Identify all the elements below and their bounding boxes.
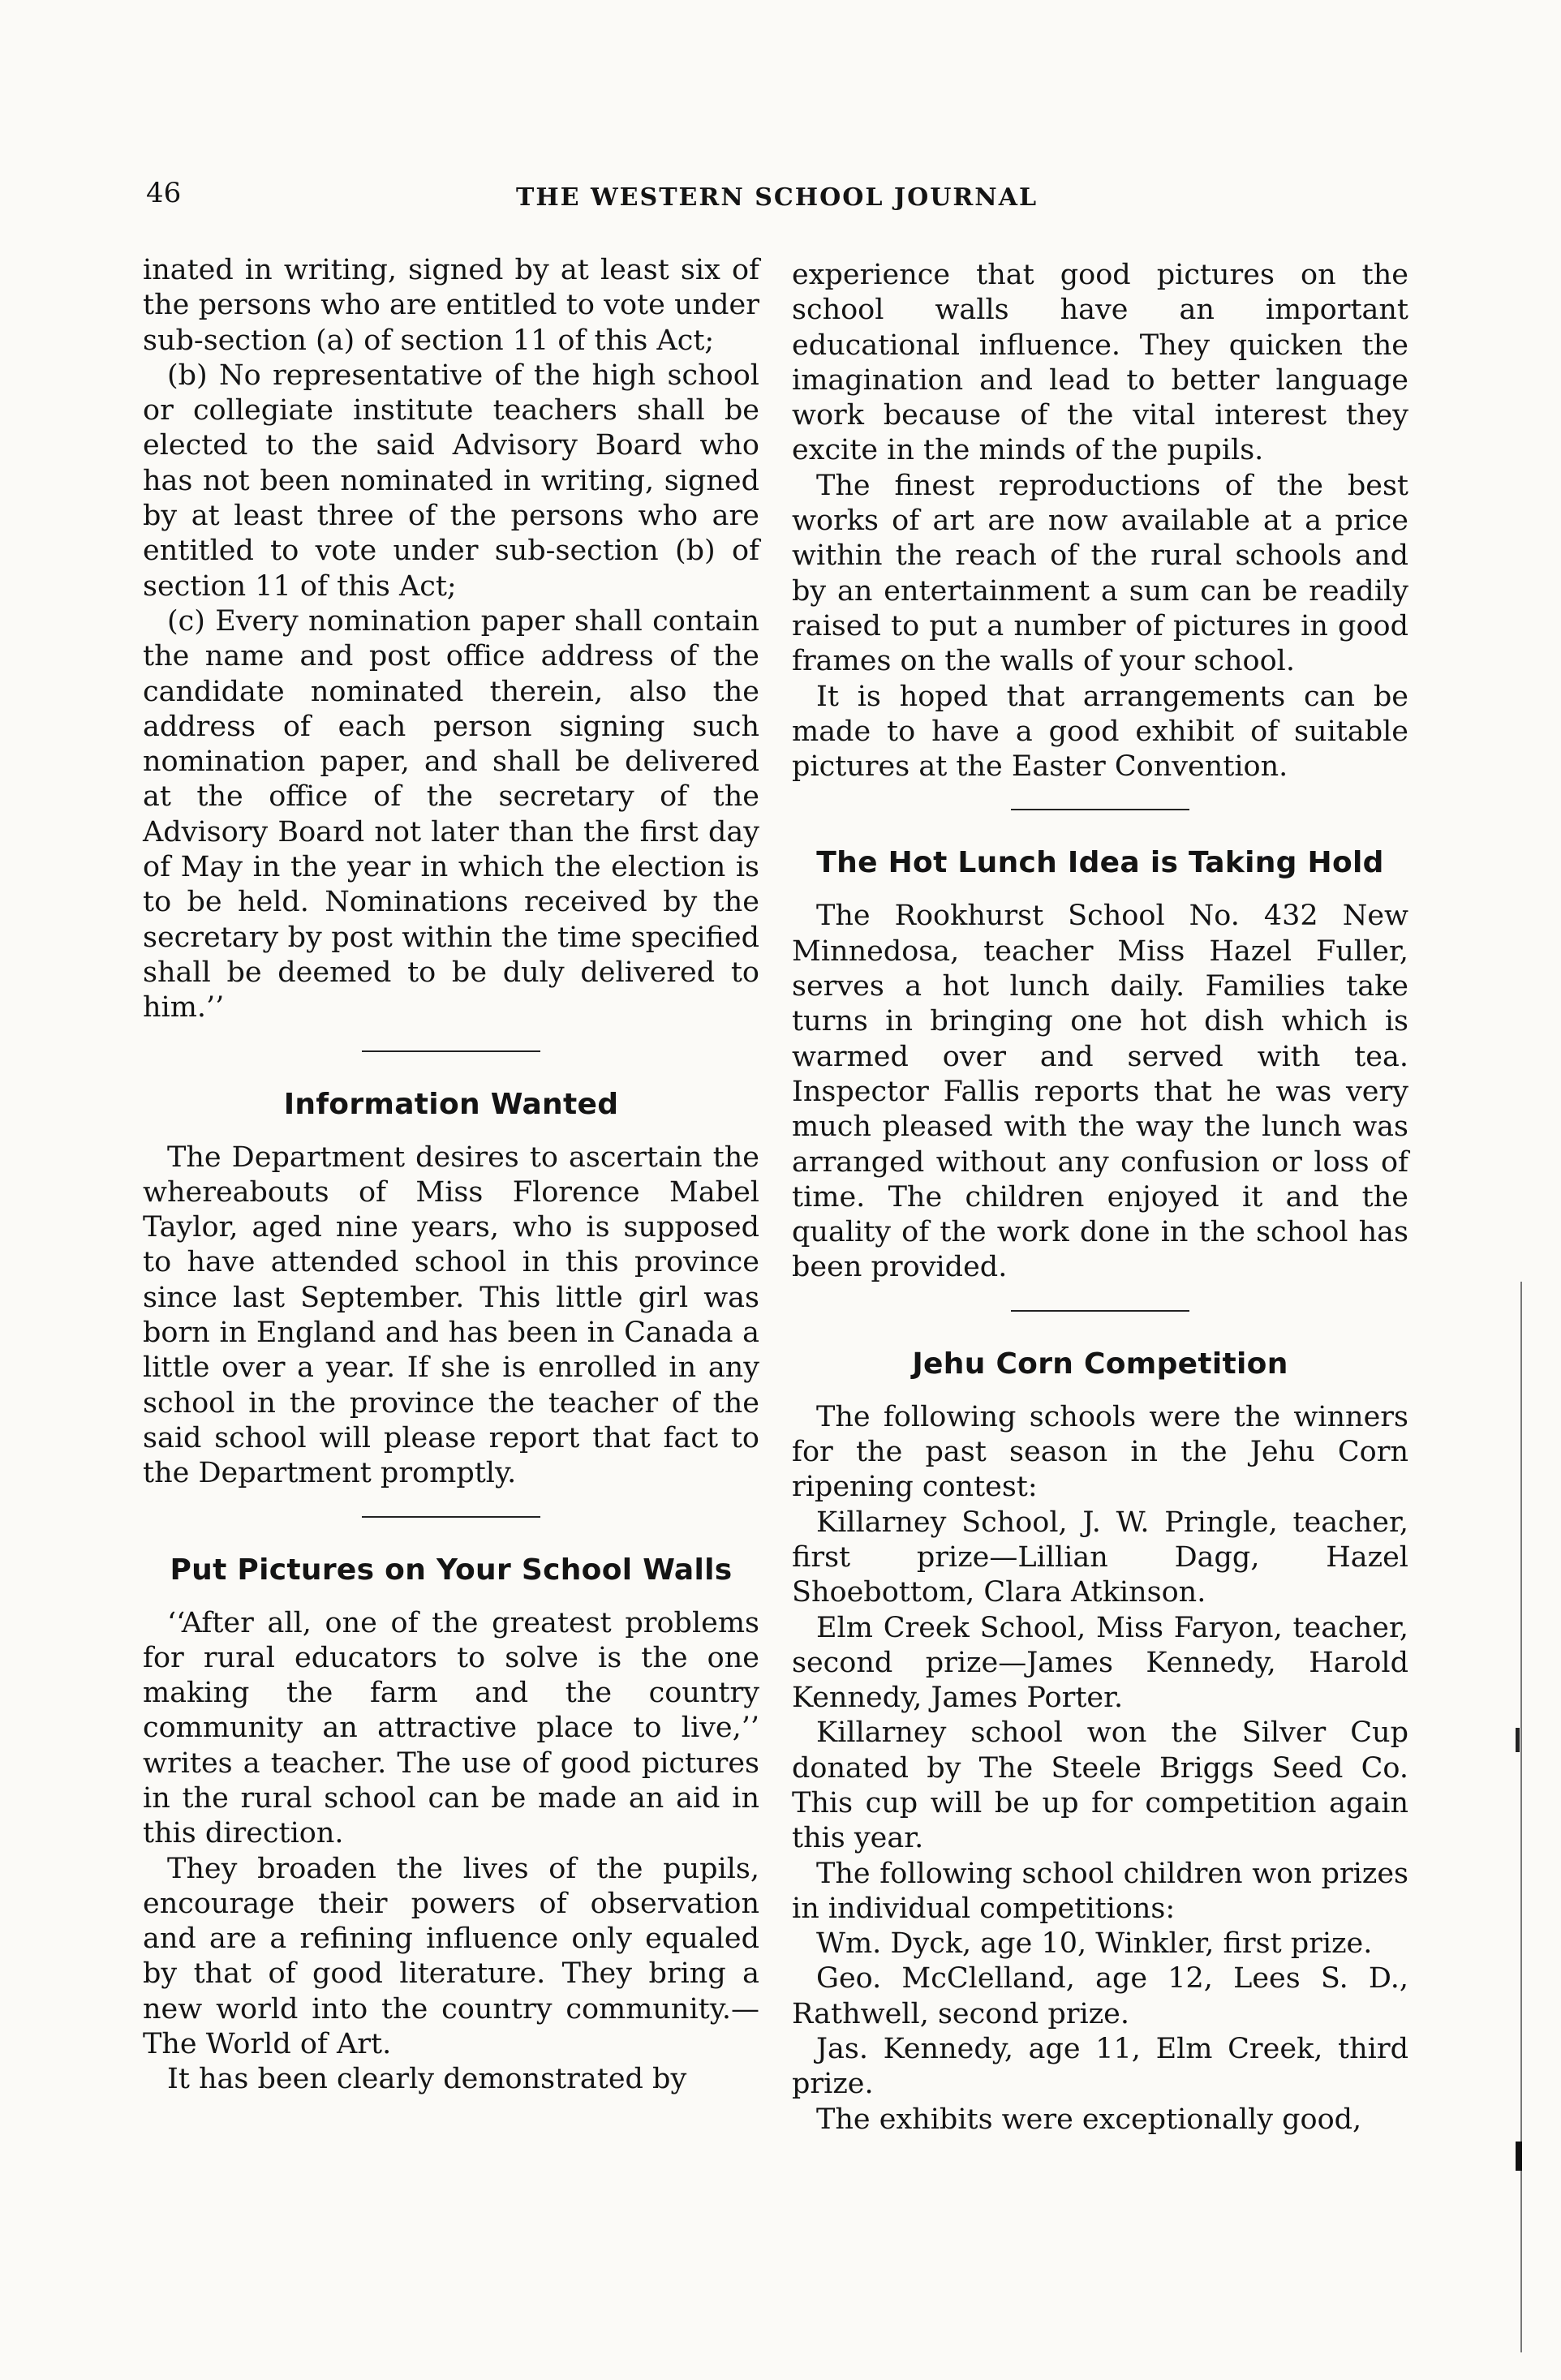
- section-divider: [1011, 809, 1189, 810]
- paragraph: (b) No representative of the high school or collegiate institute teachers shall be elected to the said Advisory Board who has not been nominated in writing, signed by at least three of the persons who are entitled to vote under sub-section (b) of section 11 of this Act;: [143, 359, 759, 603]
- paragraph: Geo. McClelland, age 12, Lees S. D., Rathwell, second prize.: [792, 1962, 1408, 2030]
- paragraph: It has been clearly demonstrated by: [167, 2063, 687, 2096]
- article-heading: Jehu Corn Competition: [912, 1347, 1288, 1381]
- paragraph: inated in writing, signed by at least six of the persons who are entitled to vote under sub-section (a) of section 11 of this Act;: [143, 254, 759, 357]
- article-heading: The Hot Lunch Idea is Taking Hold: [816, 846, 1384, 880]
- scan-edge-mark: [1516, 1728, 1520, 1752]
- scan-edge-mark: [1516, 2142, 1522, 2171]
- article-heading: Put Pictures on Your School Walls: [170, 1553, 733, 1587]
- article-advisory-board-continuation: [143, 253, 759, 1026]
- left-column: [143, 253, 759, 2098]
- section-divider: [362, 1516, 540, 1518]
- running-title: THE WESTERN SCHOOL JOURNAL: [516, 183, 1039, 212]
- paragraph: Wm. Dyck, age 10, Winkler, first prize.: [816, 1927, 1373, 1961]
- paragraph: Killarney School, J. W. Pringle, teacher, first prize—Lillian Dagg, Hazel Shoebottom, Clara Atkinson.: [792, 1506, 1408, 1609]
- section-divider: [362, 1050, 540, 1052]
- paragraph: The exhibits were exceptionally good,: [816, 2103, 1362, 2136]
- page-number: 46: [146, 177, 182, 209]
- paragraph: The finest reproductions of the best works of art are now available at a price within the reach of the rural schools and by an entertainment a sum can be readily raised to put a number of pictures in good frames on the walls of your school.: [792, 469, 1408, 678]
- paragraph: They broaden the lives of the pupils, encourage their powers of observation and are a refining influence only equaled by that of good literature. They bring a new world into the country community.—The World of Art.: [143, 1852, 759, 2061]
- paragraph: It is hoped that arrangements can be made to have a good exhibit of suitable pictures at the Easter Convention.: [792, 680, 1408, 784]
- article-jehu-corn: [792, 1347, 1408, 2137]
- article-heading: Information Wanted: [283, 1087, 619, 1121]
- scan-edge-mark: [1520, 1282, 1522, 2352]
- paragraph: The Rookhurst School No. 432 New Minnedosa, teacher Miss Hazel Fuller, serves a hot lunch daily. Families take turns in bringing one hot dish which is warmed over and served with tea. Inspector Fallis reports that he was very much pleased with the way the lunch was arranged without any confusion or loss of time. The children enjoyed it and the quality of the work done in the school has been provided.: [792, 900, 1408, 1284]
- article-hot-lunch: [792, 846, 1408, 1285]
- article-information-wanted: [143, 1088, 759, 1492]
- paragraph: The following schools were the winners for the past season in the Jehu Corn ripening contest:: [792, 1400, 1408, 1504]
- paragraph: (c) Every nomination paper shall contain the name and post office address of the candidate nominated therein, also the address of each person signing such nomination paper, and shall be delivered at the office of the secretary of the Advisory Board not later than the first day of May in the year in which the election is to be held. Nominations received by the secretary by post within the time specified shall be deemed to be duly delivered to him.’’: [143, 604, 759, 1025]
- paragraph: ‘‘After all, one of the greatest problems for rural educators to solve is the one making the farm and the country community an attractive place to live,’’ writes a teacher. The use of good pictures in the rural school can be made an aid in this direction.: [143, 1606, 759, 1850]
- paragraph: Killarney school won the Silver Cup donated by The Steele Briggs Seed Co. This cup will be up for competition again this year.: [792, 1716, 1408, 1855]
- paragraph: experience that good pictures on the school walls have an important educational influence. They quicken the imagination and lead to better language work because of the vital interest they excite in the minds of the pupils.: [792, 259, 1408, 467]
- paragraph: Elm Creek School, Miss Faryon, teacher, second prize—James Kennedy, Harold Kennedy, James Porter.: [792, 1611, 1408, 1715]
- paragraph: The following school children won prizes in individual competitions:: [792, 1857, 1408, 1925]
- article-school-pictures-continued: [792, 258, 1408, 784]
- article-school-pictures: [143, 1553, 759, 2098]
- paragraph: The Department desires to ascertain the whereabouts of Miss Florence Mabel Taylor, aged nine years, who is supposed to have attended school in this province since last September. This little girl was born in England and has been in Canada a little over a year. If she is enrolled in any school in the province the teacher of the said school will please report that fact to the Department promptly.: [143, 1141, 759, 1490]
- paragraph: Jas. Kennedy, age 11, Elm Creek, third prize.: [792, 2033, 1408, 2101]
- right-column: [792, 258, 1408, 2137]
- section-divider: [1011, 1310, 1189, 1312]
